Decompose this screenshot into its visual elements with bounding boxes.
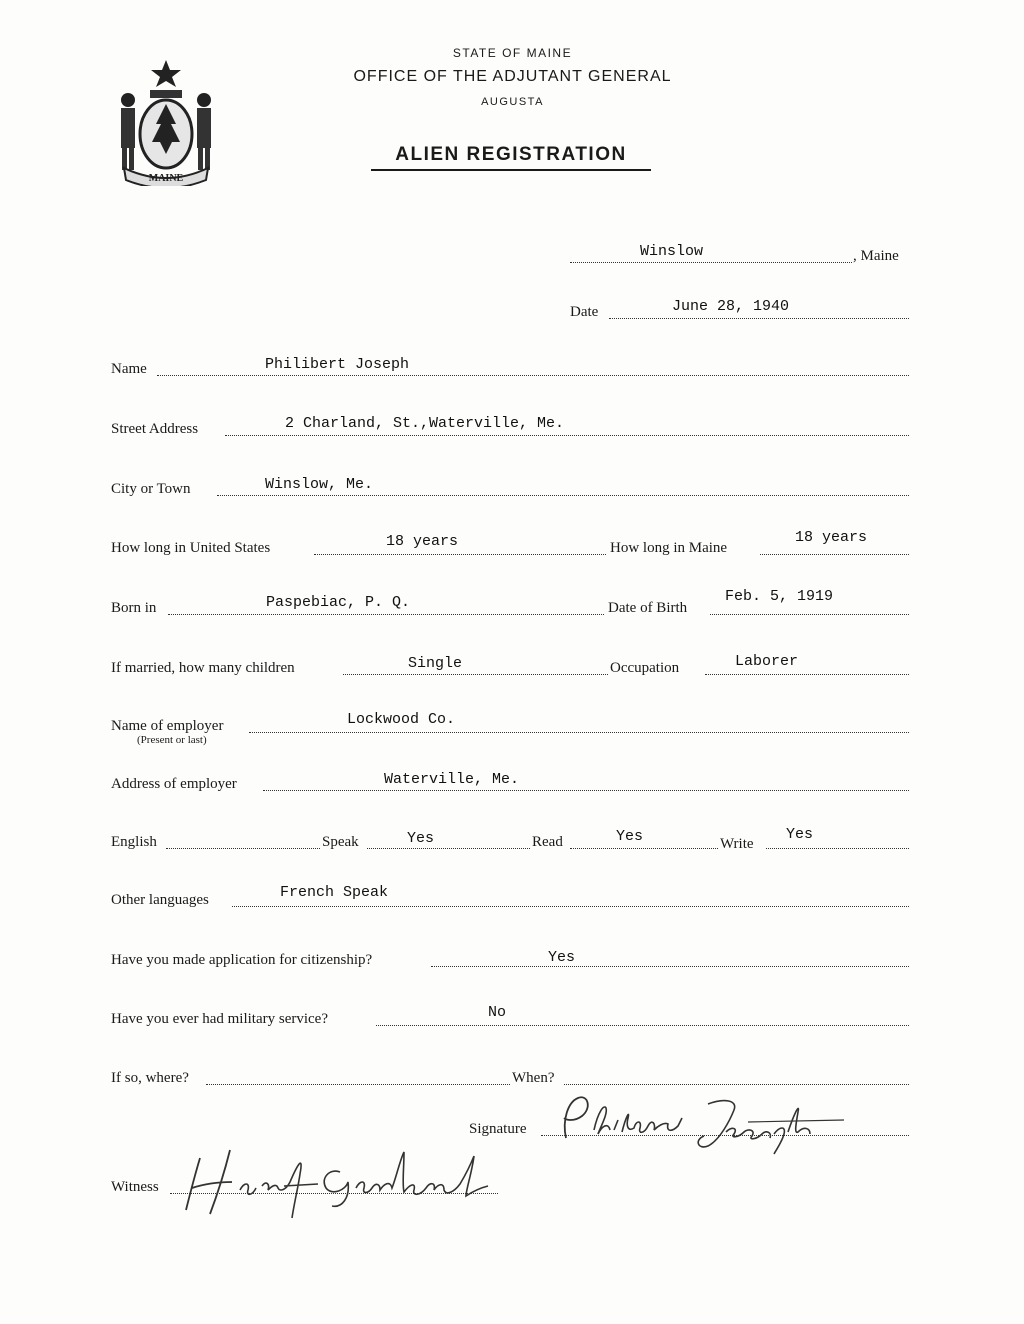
write-dots [766,848,909,849]
city-dots [217,495,909,496]
city-header: AUGUSTA [481,96,544,108]
witness-handwriting [170,1138,520,1222]
us-value: 18 years [386,533,459,550]
read-value: Yes [616,828,644,845]
speak-value: Yes [407,830,435,847]
other-languages-value: French Speak [280,884,389,901]
witness-label: Witness [111,1179,159,1195]
maine-value: 18 years [795,529,868,546]
born-dots [168,614,604,615]
maine-suffix-label: , Maine [853,248,899,264]
occupation-dots [705,674,909,675]
signature-handwriting [548,1090,858,1156]
maine-label: How long in Maine [610,540,728,556]
signature-label: Signature [469,1121,527,1137]
where-dots [206,1084,510,1085]
read-label: Read [532,834,563,850]
town-dots [570,262,852,263]
street-dots [225,435,909,436]
speak-dots [367,848,530,849]
where-label: If so, where? [111,1070,189,1086]
employer-address-value: Waterville, Me. [384,771,520,788]
us-dots [314,554,606,555]
street-value: 2 Charland, St.,Waterville, Me. [285,415,565,432]
employer-sublabel: (Present or last) [137,734,207,746]
town-value: Winslow [640,243,704,260]
name-label: Name [111,361,147,377]
read-dots [570,848,718,849]
born-value: Paspebiac, P. Q. [266,594,411,611]
citizenship-dots [431,966,909,967]
children-label: If married, how many children [111,660,295,676]
children-dots [343,674,608,675]
maine-dots [760,554,909,555]
date-value: June 28, 1940 [672,298,790,315]
children-value: Single [408,655,463,672]
speak-label: Speak [322,834,359,850]
english-label: English [111,834,157,850]
when-dots [564,1084,909,1085]
form-title: ALIEN REGISTRATION [371,144,651,171]
employer-label: Name of employer [111,718,224,734]
office-header: OFFICE OF THE ADJUTANT GENERAL [353,68,672,85]
state-header: STATE OF MAINE [452,46,573,60]
military-dots [376,1025,909,1026]
city-label: City or Town [111,481,191,497]
english-dots [166,848,320,849]
employer-address-dots [263,790,909,791]
dob-value: Feb. 5, 1919 [725,588,834,605]
write-value: Yes [786,826,814,843]
write-label: Write [720,836,754,852]
dob-dots [710,614,909,615]
born-label: Born in [111,600,157,616]
street-label: Street Address [111,421,199,437]
military-value: No [488,1004,507,1021]
employer-address-label: Address of employer [111,776,237,792]
city-value: Winslow, Me. [265,476,374,493]
seal-banner-text: MAINE [148,173,184,184]
citizenship-label: Have you made application for citizenship? [111,952,373,968]
date-dots [609,318,909,319]
other-languages-label: Other languages [111,892,209,908]
military-label: Have you ever had military service? [111,1011,328,1027]
employer-dots [249,732,909,733]
name-dots [157,375,909,376]
name-value: Philibert Joseph [265,356,410,373]
occupation-label: Occupation [610,660,680,676]
employer-value: Lockwood Co. [347,711,456,728]
us-label: How long in United States [111,540,271,556]
date-label: Date [570,304,599,320]
other-languages-dots [232,906,909,907]
citizenship-value: Yes [548,949,576,966]
when-label: When? [512,1070,555,1086]
dob-label: Date of Birth [608,600,688,616]
occupation-value: Laborer [735,653,799,670]
